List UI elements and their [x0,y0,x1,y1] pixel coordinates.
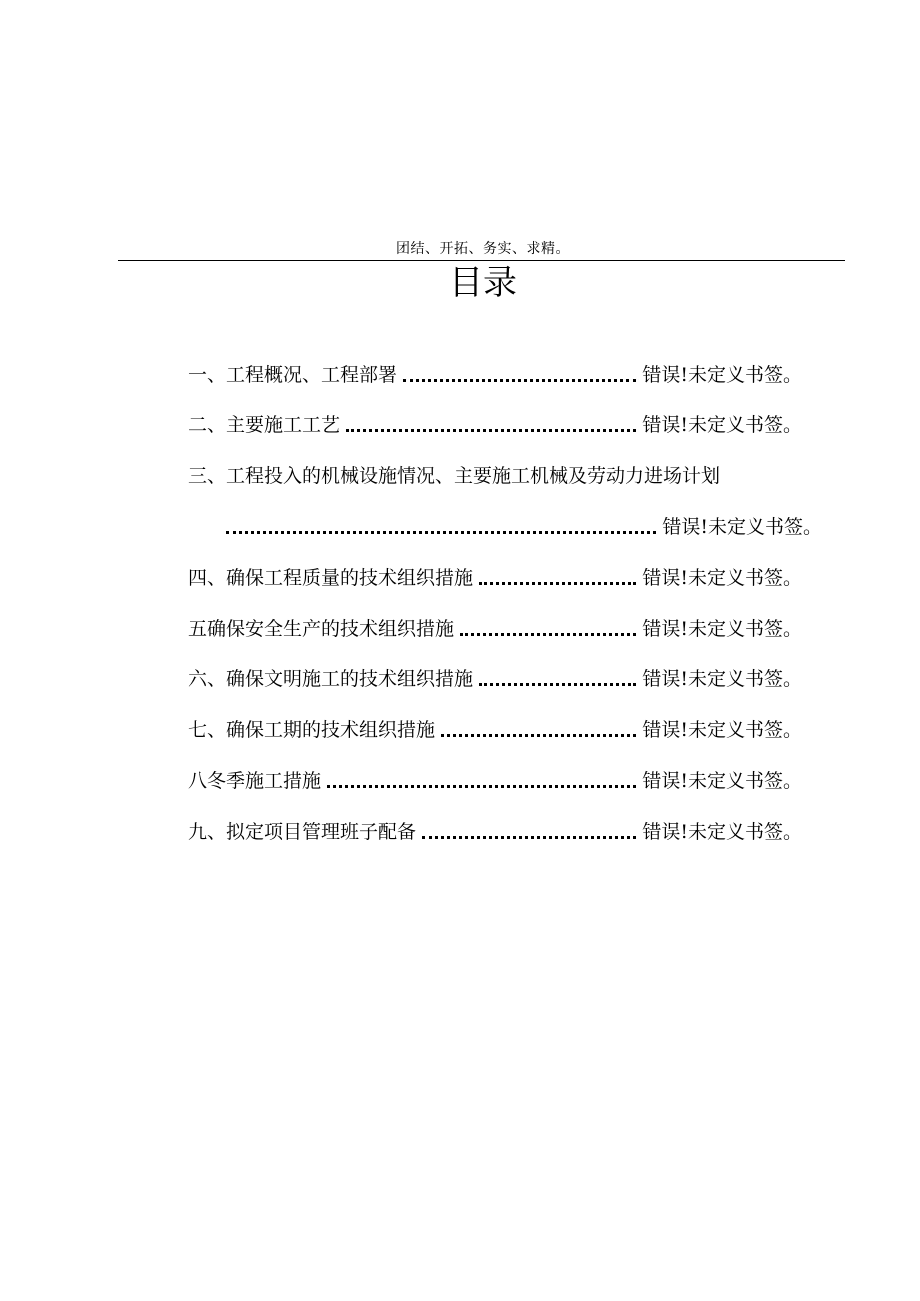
toc-entry-4[interactable] [188,564,802,592]
dot-leader [403,379,636,382]
dot-leader [441,734,636,737]
toc-title: 目录 [449,263,517,303]
dot-leader [226,531,656,534]
toc-entry-label: 五确保安全生产的技术组织措施 [188,618,455,640]
toc-entry-label: 八冬季施工措施 [188,770,322,792]
toc-entry-9[interactable] [188,818,802,846]
toc-entry-page: 错误!未定义书签。 [642,364,802,386]
toc-entry-label: 四、确保工程质量的技术组织措施 [188,567,474,589]
toc-entry-3-label[interactable]: 三、工程投入的机械设施情况、主要施工机械及劳动力进场计划 [188,465,721,487]
dot-leader [479,582,636,585]
dot-leader [346,429,636,432]
toc-entry-page: 错误!未定义书签。 [642,770,802,792]
toc-entry-page: 错误!未定义书签。 [642,618,802,640]
toc-entry-1[interactable] [188,361,802,389]
toc-entry-label: 一、工程概况、工程部署 [188,364,398,386]
toc-entry-3[interactable] [226,513,822,541]
toc-entry-2[interactable] [188,411,802,439]
toc-entry-page: 错误!未定义书签。 [642,414,802,436]
toc-entry-page: 错误!未定义书签。 [642,719,802,741]
toc-entry-page: 错误!未定义书签。 [662,516,822,538]
toc-entry-page: 错误!未定义书签。 [642,567,802,589]
toc-entry-page: 错误!未定义书签。 [642,821,802,843]
toc-entry-7[interactable] [188,716,802,744]
dot-leader [460,633,636,636]
header-motto: 团结、开拓、务实、求精。 [396,241,570,257]
toc-entry-page: 错误!未定义书签。 [642,668,802,690]
toc-entry-8[interactable] [188,767,802,795]
toc-entry-5[interactable] [188,615,802,643]
toc-entry-label: 二、主要施工工艺 [188,414,341,436]
toc-entry-label: 七、确保工期的技术组织措施 [188,719,436,741]
dot-leader [422,836,636,839]
toc-entry-label: 六、确保文明施工的技术组织措施 [188,668,474,690]
toc-entry-label: 九、拟定项目管理班子配备 [188,821,417,843]
dot-leader [479,683,636,686]
dot-leader [327,785,636,788]
toc-entry-6[interactable] [188,665,802,693]
